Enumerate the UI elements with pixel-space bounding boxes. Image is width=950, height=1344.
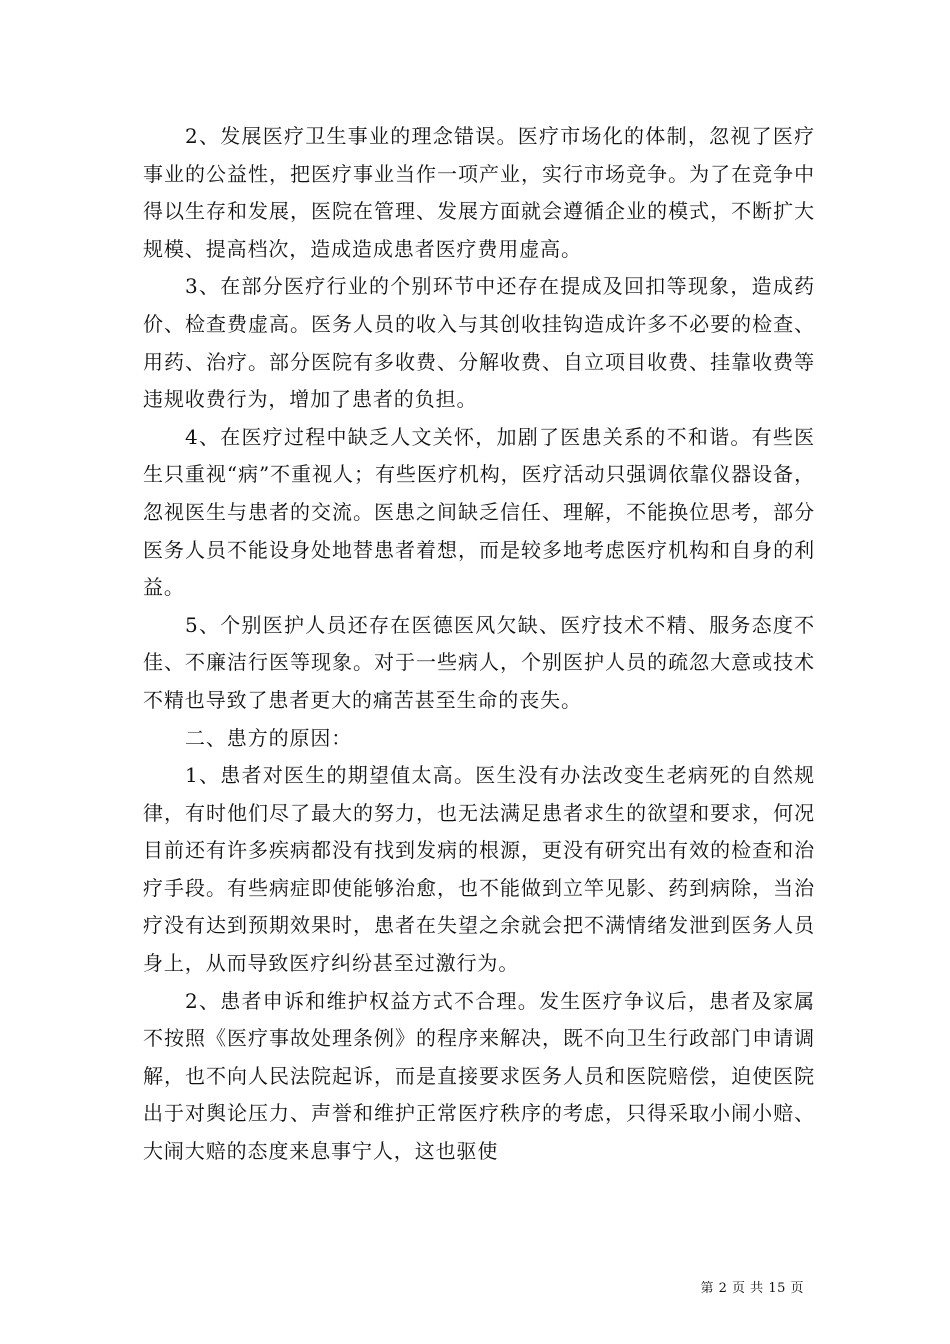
body-text: [143, 118, 815, 1171]
section-heading: 二、患方的原因：: [185, 725, 353, 750]
paragraph-6: 2、患者申诉和维护权益方式不合理。发生医疗争议后，患者及家属不按照《医疗事故处理条例》的程序来解决，既不向卫生行政部门申请调解，也不向人民法院起诉，而是直接要求医务人员和医院赔偿，迫使医院出于对舆论压力、声誉和维护正常医疗秩序的考虑，只得采取小闹小赔、大闹大赔的态度来息事宁人，这也驱使: [143, 988, 815, 1164]
paragraph-5: 1、患者对医生的期望值太高。医生没有办法改变生老病死的自然规律，有时他们尽了最大的努力，也无法满足患者求生的欲望和要求，何况目前还有许多疾病都没有找到发病的根源，更没有研究出有效的检查和治疗手段。有些病症即使能够治愈，也不能做到立竿见影、药到病除，当治疗没有达到预期效果时，患者在失望之余就会把不满情绪发泄到医务人员身上，从而导致医疗纠纷甚至过激行为。: [143, 763, 815, 976]
paragraph-4: 5、个别医护人员还存在医德医风欠缺、医疗技术不精、服务态度不佳、不廉洁行医等现象。对于一些病人，个别医护人员的疏忽大意或技术不精也导致了患者更大的痛苦甚至生命的丧失。: [143, 612, 815, 712]
paragraph-2: 3、在部分医疗行业的个别环节中还存在提成及回扣等现象，造成药价、检查费虚高。医务人员的收入与其创收挂钩造成许多不必要的检查、用药、治疗。部分医院有多收费、分解收费、自立项目收费、挂靠收费等违规收费行为，增加了患者的负担。: [143, 274, 815, 412]
paragraph-1: 2、发展医疗卫生事业的理念错误。医疗市场化的体制，忽视了医疗事业的公益性，把医疗事业当作一项产业，实行市场竞争。为了在竞争中得以生存和发展，医院在管理、发展方面就会遵循企业的模式，不断扩大规模、提高档次，造成造成患者医疗费用虚高。: [143, 124, 815, 261]
page-number-footer: 第 2 页 共 15 页: [700, 1281, 804, 1296]
paragraph-3: 4、在医疗过程中缺乏人文关怀，加剧了医患关系的不和谐。有些医生只重视“病”不重视人；有些医疗机构，医疗活动只强调依靠仪器设备，忽视医生与患者的交流。医患之间缺乏信任、理解，不能换位思考，部分医务人员不能设身处地替患者着想，而是较多地考虑医疗机构和自身的利益。: [143, 424, 815, 600]
